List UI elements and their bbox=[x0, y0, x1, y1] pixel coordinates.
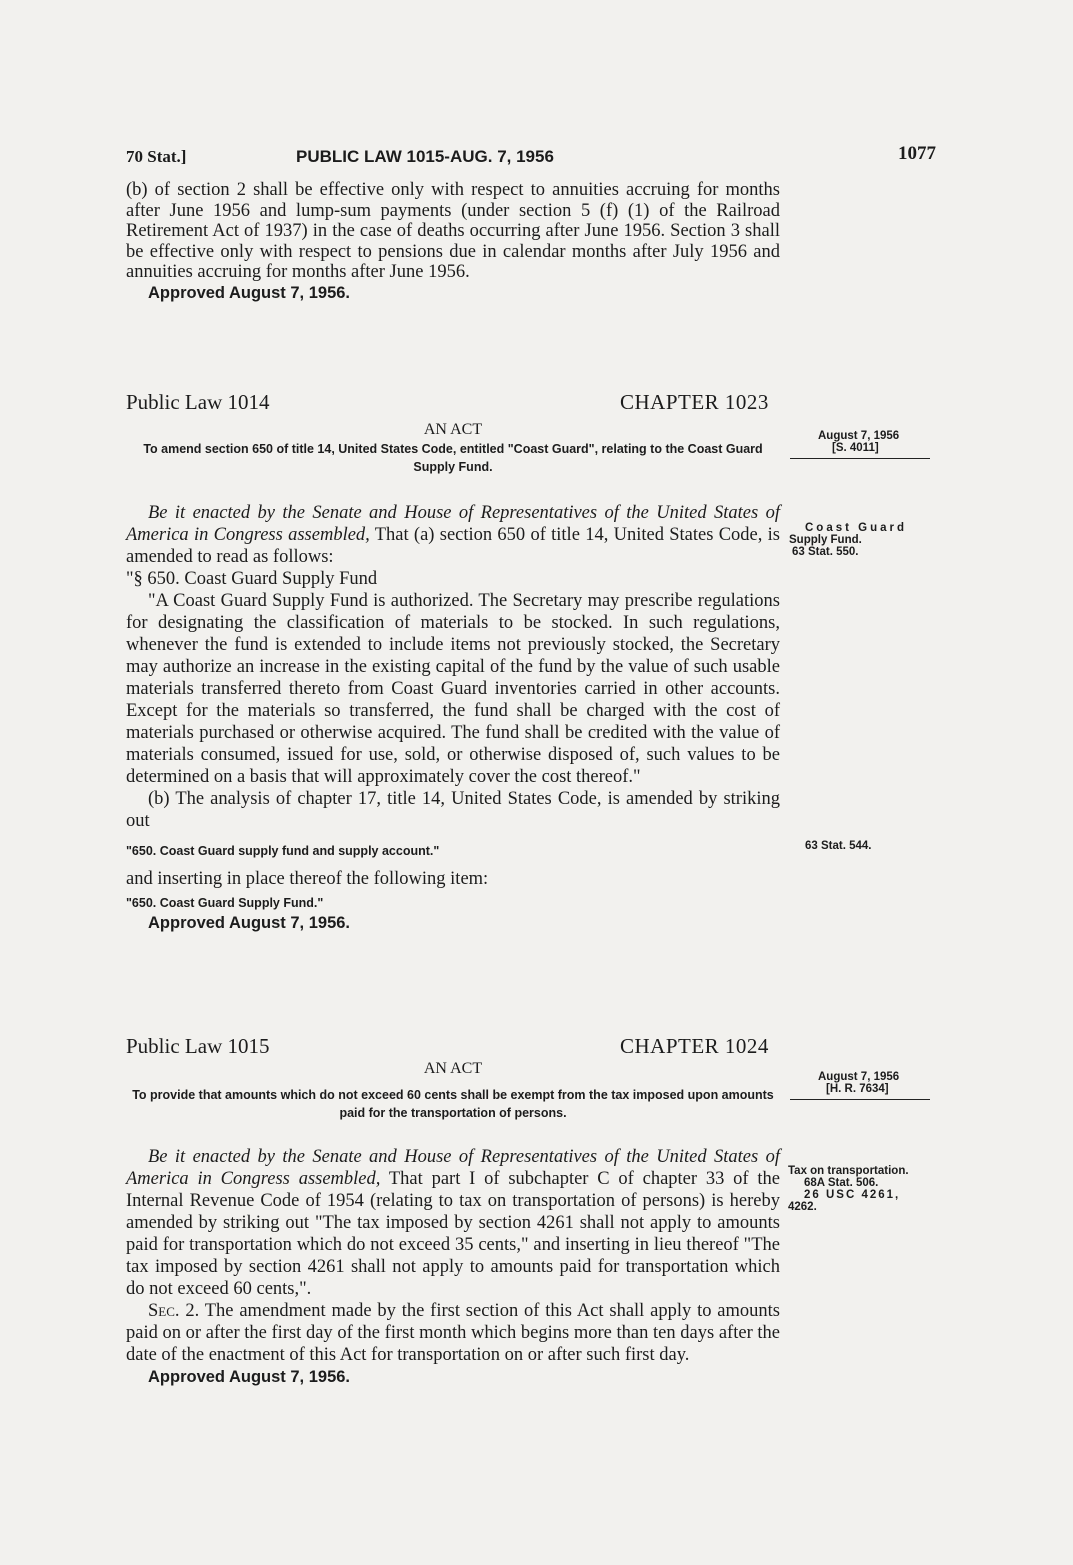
law-1015-title: To provide that amounts which do not exceed 60 cents shall be exempt from the tax imposed upon amounts paid for the transportation of persons. bbox=[132, 1088, 774, 1120]
law-1014-enacting-clause bbox=[126, 502, 780, 568]
law-1014-date: August 7, 1956 bbox=[818, 430, 900, 442]
law-1014-enact-italic: Be it enacted by the Senate and House of Representatives of the United States of America in Congress assembled, bbox=[126, 503, 780, 545]
law-1015-section-2 bbox=[126, 1300, 780, 1366]
margin-68a-stat-506: 68A Stat. 506. bbox=[804, 1177, 879, 1189]
law-1014-section-text: "A Coast Guard Supply Fund is authorized. The Secretary may prescribe regulations for designating the classification of materials to be stocked. In such regulations, whenever the fund is extended to include items not previously stocked, the Secretary may authorize an increase in the existing capital of the fund by the value of such usable materials transferred thereto from Coast Guard inventories carried in other accounts. Except for the materials so transferred, the fund shall be charged with the cost of materials purchased or otherwise acquired. The fund shall be credited with the value of materials consumed, issued for use, sold, or otherwise disposed of, such values to be determined on a basis that will approximately cover the cost thereof." bbox=[126, 591, 780, 787]
law-1015-margin-rule bbox=[790, 1099, 930, 1100]
law-1014-margin-note-2: 63 Stat. 544. bbox=[805, 840, 872, 852]
law-1015-margin-note bbox=[788, 1165, 938, 1213]
law-1014-approved: Approved August 7, 1956. bbox=[148, 914, 351, 932]
law-1015-sec2-label: Sec. 2. bbox=[148, 1301, 200, 1321]
page-number: 1077 bbox=[898, 143, 936, 164]
law-1015-an-act: AN ACT bbox=[423, 1060, 483, 1077]
law-1014-inserting: and inserting in place thereof the following item: bbox=[126, 869, 489, 889]
law-1015-bill: [H. R. 7634] bbox=[826, 1083, 889, 1095]
law-1014-quote-out: "650. Coast Guard supply fund and supply account." bbox=[126, 844, 440, 858]
margin-coast-guard: Coast Guard bbox=[805, 522, 908, 534]
law-1015-date: August 7, 1956 bbox=[818, 1071, 900, 1083]
law-1014-label: Public Law 1014 bbox=[126, 390, 270, 414]
law-1014-para-b: (b) The analysis of chapter 17, title 14, United States Code, is amended by striking out bbox=[126, 789, 780, 831]
law-1014-body bbox=[126, 502, 780, 934]
law-1015-approved: Approved August 7, 1956. bbox=[148, 1368, 351, 1386]
law-1014-chapter: CHAPTER 1023 bbox=[620, 390, 769, 414]
law-1014-margin-note-1 bbox=[789, 522, 934, 558]
law-1015-body bbox=[126, 1146, 780, 1388]
margin-4262: 4262. bbox=[788, 1201, 817, 1213]
law-1014-margin-date bbox=[790, 430, 930, 459]
law-1014-margin-rule bbox=[790, 458, 930, 459]
law-1014-section-heading: "§ 650. Coast Guard Supply Fund bbox=[126, 569, 378, 589]
law-1015-enact-rest: That part I of subchapter C of chapter 33 of the Internal Revenue Code of 1954 (relating to tax on transportation of persons) is hereby amended by striking out "The tax imposed by section 4261 shall not apply to amounts paid for transportation which do not exceed 35 cents," and inserting in lieu thereof "The tax imposed by section 4261 shall not apply to amounts paid for transportation which do not exceed 60 cents,". bbox=[126, 1169, 780, 1299]
law-1014-bill: [S. 4011] bbox=[832, 442, 879, 454]
margin-supply-fund: Supply Fund. bbox=[789, 534, 862, 546]
margin-63-stat-550: 63 Stat. 550. bbox=[792, 546, 859, 558]
header-title: PUBLIC LAW 1015-AUG. 7, 1956 bbox=[296, 147, 554, 166]
law-1014-an-act: AN ACT bbox=[423, 421, 483, 438]
margin-26-usc: 26 USC 4261, bbox=[804, 1189, 901, 1201]
carryover-section bbox=[126, 180, 780, 303]
law-1014-title: To amend section 650 of title 14, United States Code, entitled "Coast Guard", relating to the Coast Guard Supply Fund. bbox=[143, 442, 763, 474]
law-1015-enacting-clause bbox=[126, 1146, 780, 1300]
header-stat: 70 Stat.] bbox=[126, 147, 187, 166]
carryover-text: (b) of section 2 shall be effective only with respect to annuities accruing for months after June 1956 and lump-sum payments (under section 5 (f) (1) of the Railroad Retirement Act of 1937) in the case of deaths occurring after June 1956. Section 3 shall be effective only with respect to pensions due in calendar months after July 1956 and annuities accruing for months after June 1956. bbox=[126, 180, 780, 282]
law-1015-chapter: CHAPTER 1024 bbox=[620, 1034, 769, 1058]
law-1015-enact-italic: Be it enacted by the Senate and House of Representatives of the United States of America in Congress assembled, bbox=[126, 1147, 780, 1189]
law-1015-margin-date bbox=[790, 1071, 930, 1100]
law-1014-quote-in: "650. Coast Guard Supply Fund." bbox=[126, 896, 324, 910]
law-1014-enact-rest: That (a) section 650 of title 14, United States Code, is amended to read as follows: bbox=[126, 525, 780, 567]
law-1015-sec2-text: The amendment made by the first section of this Act shall apply to amounts paid on or after the first day of the first month which begins more than ten days after the date of the enactment of this Act for transportation on or after such first day. bbox=[126, 1301, 780, 1365]
law-1015-label: Public Law 1015 bbox=[126, 1034, 270, 1058]
margin-tax-transportation: Tax on transportation. bbox=[788, 1165, 909, 1177]
carryover-approved: Approved August 7, 1956. bbox=[148, 283, 351, 302]
